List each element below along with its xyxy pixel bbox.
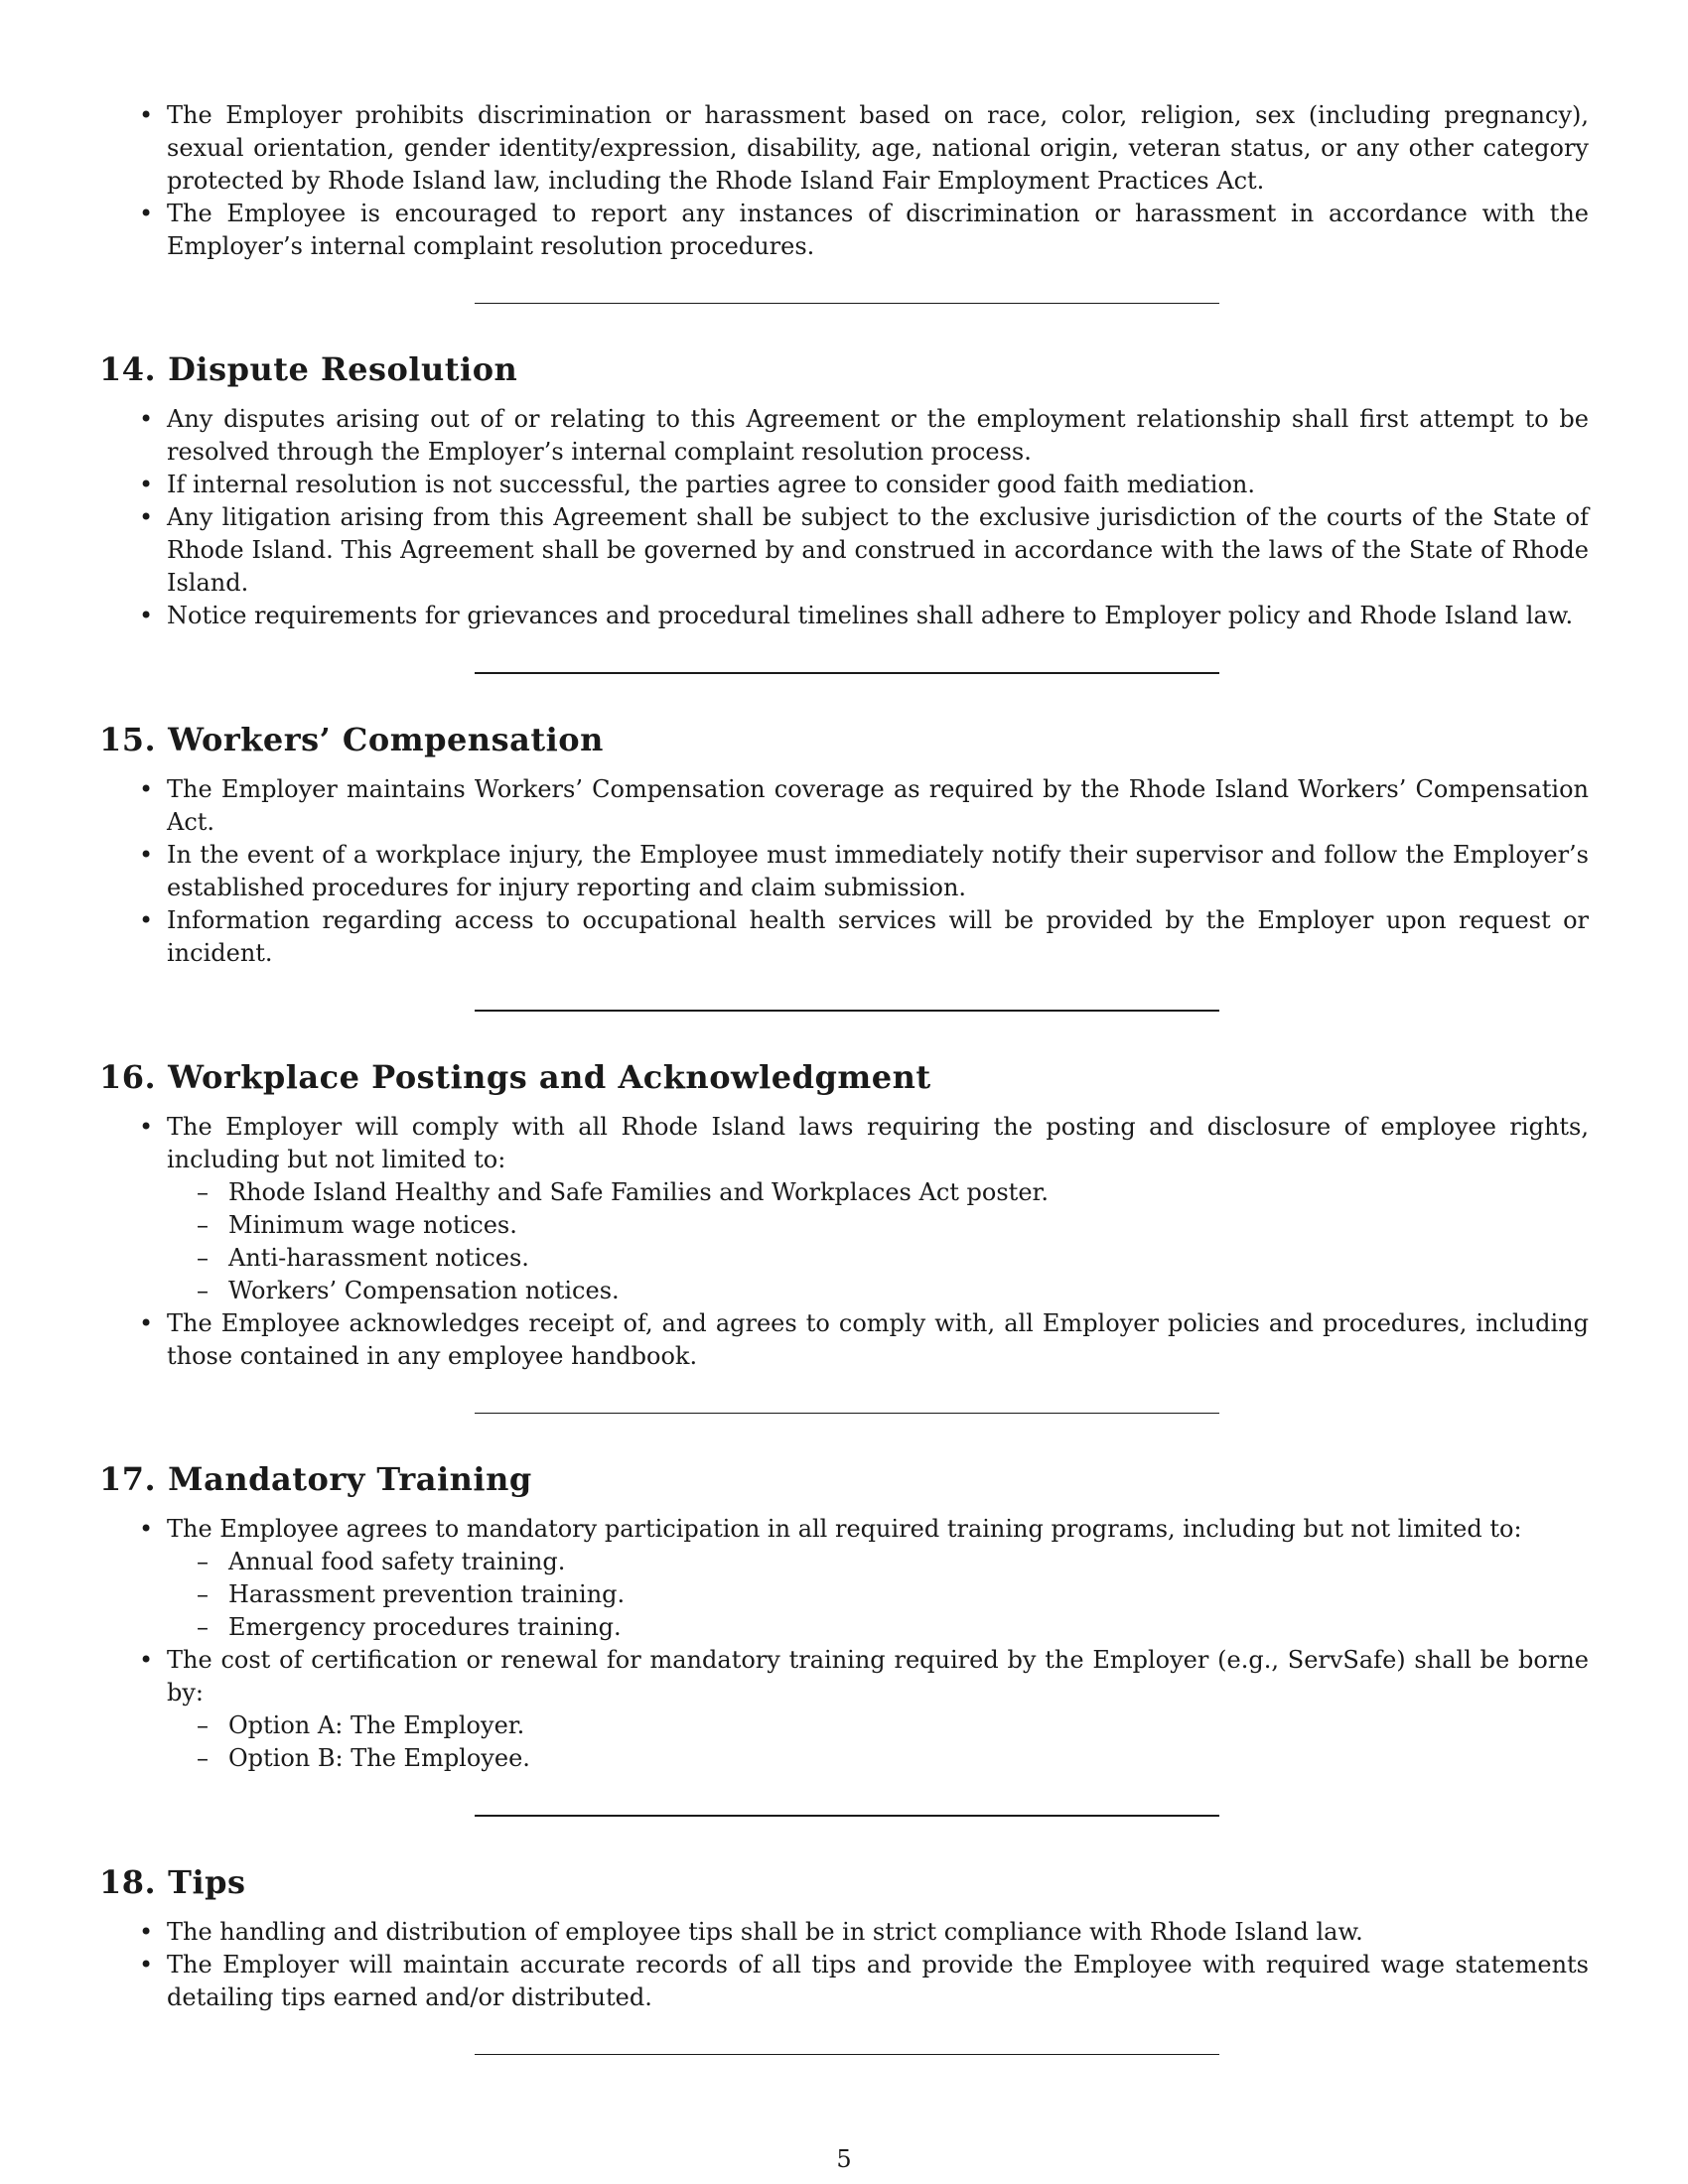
section-17-bullet-list [99,1513,1589,1775]
list-item [99,1513,1589,1644]
sub-list-item: – Rhode Island Healthy and Safe Families and Workplaces Act poster. [167,1176,1589,1209]
section-divider [475,1815,1219,1817]
sub-list-item: – Option A: The Employer. [167,1709,1589,1742]
section-14-bullet-list [99,403,1589,632]
section-15-bullet-list [99,773,1589,970]
section-divider [475,303,1219,304]
list-item: • Any disputes arising out of or relating to this Agreement or the employment relationship shall first attempt to be resolved through the Employer’s internal complaint resolution process. [99,403,1589,469]
section-18-bullet-list [99,1916,1589,2014]
section-number: 15. [99,721,157,758]
section-number: 14. [99,350,157,388]
sub-list-item: – Option B: The Employee. [167,1742,1589,1775]
section-number: 17. [99,1460,157,1498]
sub-list [167,1709,1589,1775]
page-number: 5 [836,2145,852,2173]
list-item: • Notice requirements for grievances and procedural timelines shall adhere to Employer policy and Rhode Island law. [99,600,1589,632]
list-item [99,1644,1589,1775]
section-title: Workers’ Compensation [168,721,604,758]
list-item: • Any litigation arising from this Agreement shall be subject to the exclusive jurisdiction of the courts of the State of Rhode Island. This Agreement shall be governed by and construed in accordance with the laws of the State of Rhode Island. [99,501,1589,600]
sub-list-item: – Annual food safety training. [167,1546,1589,1578]
list-item [99,1111,1589,1307]
sub-list-item: – Emergency procedures training. [167,1611,1589,1644]
list-item: • If internal resolution is not successful, the parties agree to consider good faith mediation. [99,469,1589,501]
section-heading-15 [99,720,1589,759]
list-item: • Information regarding access to occupational health services will be provided by the Employer upon request or incident. [99,904,1589,970]
section-title: Tips [168,1863,246,1901]
list-item: • The Employer will maintain accurate records of all tips and provide the Employee with required wage statements detailing tips earned and/or distributed. [99,1949,1589,2014]
section-divider [475,1413,1219,1414]
section-divider [475,672,1219,674]
sub-list [167,1176,1589,1307]
list-item-text: The Employer will comply with all Rhode Island laws requiring the posting and disclosure of employee rights, including but not limited to: [167,1113,1589,1173]
section-divider [475,2054,1219,2055]
sub-list [167,1546,1589,1644]
list-item: • The Employee is encouraged to report any instances of discrimination or harassment in accordance with the Employer’s internal complaint resolution procedures. [99,198,1589,263]
list-item: • The Employee acknowledges receipt of, and agrees to comply with, all Employer policies and procedures, including those contained in any employee handbook. [99,1307,1589,1373]
sub-list-item: – Anti-harassment notices. [167,1242,1589,1275]
section-heading-18 [99,1862,1589,1902]
section-title: Workplace Postings and Acknowledgment [168,1058,931,1096]
section-title: Mandatory Training [168,1460,532,1498]
list-item: • The handling and distribution of employee tips shall be in strict compliance with Rhode Island law. [99,1916,1589,1949]
section-number: 16. [99,1058,157,1096]
section-heading-17 [99,1459,1589,1499]
section-number: 18. [99,1863,157,1901]
sub-list-item: – Minimum wage notices. [167,1209,1589,1242]
list-item-text: The Employee agrees to mandatory participation in all required training programs, including but not limited to: [167,1515,1522,1543]
page-content [99,99,1589,2055]
list-item: • In the event of a workplace injury, the Employee must immediately notify their supervisor and follow the Employer’s established procedures for injury reporting and claim submission. [99,839,1589,904]
section-heading-14 [99,349,1589,389]
section-divider [475,1010,1219,1012]
intro-bullet-list [99,99,1589,263]
section-heading-16 [99,1057,1589,1097]
section-16-bullet-list [99,1111,1589,1373]
list-item: • The Employer prohibits discrimination or harassment based on race, color, religion, sex (including pregnancy), sexual orientation, gender identity/expression, disability, age, national origin, veteran status, or any other category protected by Rhode Island law, including the Rhode Island Fair Employment Practices Act. [99,99,1589,198]
sub-list-item: – Workers’ Compensation notices. [167,1275,1589,1307]
section-title: Dispute Resolution [168,350,518,388]
list-item-text: The cost of certification or renewal for mandatory training required by the Employer (e.g., ServSafe) shall be borne by: [167,1646,1589,1706]
list-item: • The Employer maintains Workers’ Compensation coverage as required by the Rhode Island Workers’ Compensation Act. [99,773,1589,839]
sub-list-item: – Harassment prevention training. [167,1578,1589,1611]
